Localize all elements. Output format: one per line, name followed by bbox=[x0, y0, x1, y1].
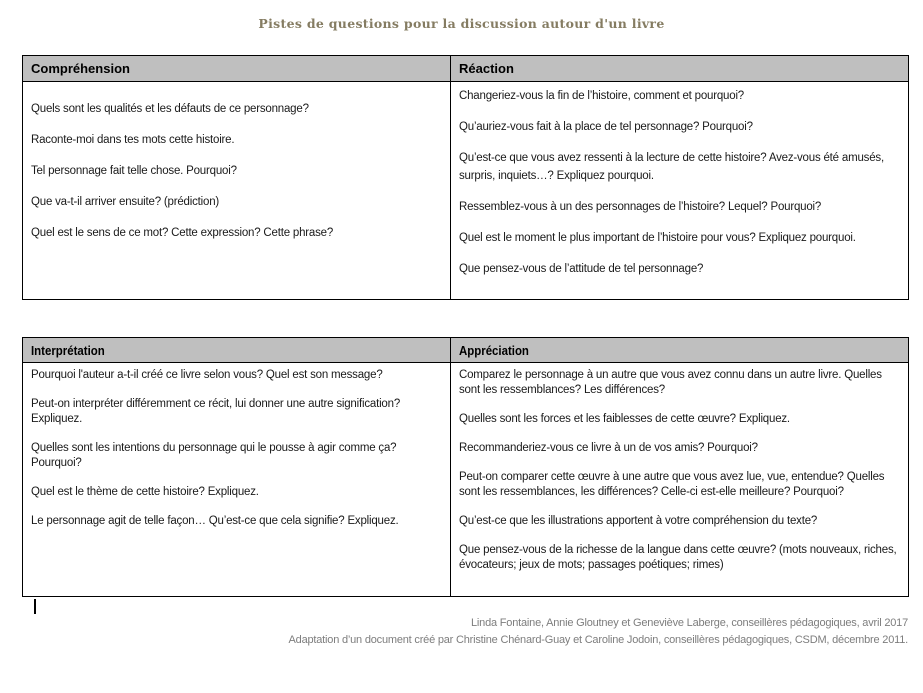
question-text: Quel est le moment le plus important de l’histoire pour vous? Expliquez pourquoi. bbox=[459, 232, 856, 244]
question-text: Qu’est-ce que vous avez ressenti à la lecture de cette histoire? Avez-vous été amusés, surpris, inquiets…? Expliquez pourquoi. bbox=[459, 152, 884, 182]
question-text: Peut-on comparer cette œuvre à une autre que vous avez lue, vue, entendue? Quelles sont les ressemblances, les différences? Celle-ci est-elle meilleure? Pourquoi? bbox=[459, 471, 885, 498]
question-text: Quelles sont les forces et les faiblesses de cette œuvre? Expliquez. bbox=[459, 413, 790, 425]
comprehension-questions bbox=[23, 82, 450, 299]
question-text: Qu’est-ce que les illustrations apportent à votre compréhension du texte? bbox=[459, 515, 818, 527]
text-cursor bbox=[34, 599, 36, 614]
table-body-row bbox=[23, 363, 909, 597]
cell-interpretation bbox=[23, 363, 451, 597]
header-comprehension: Compréhension bbox=[23, 56, 451, 82]
cell-reaction bbox=[451, 82, 909, 300]
question-text: Quelles sont les intentions du personnage qui le pousse à agir comme ça? Pourquoi? bbox=[31, 442, 397, 469]
footer-credit-line-2: Adaptation d’un document créé par Christine Chénard-Guay et Caroline Jodoin, conseillères pédagogiques, CSDM, décembre 2011. bbox=[288, 634, 908, 646]
reaction-questions bbox=[451, 82, 908, 299]
interpretation-questions bbox=[23, 363, 450, 596]
question-text: Raconte-moi dans tes mots cette histoire. bbox=[31, 134, 235, 146]
cell-appreciation bbox=[451, 363, 909, 597]
page-title: Pistes de questions pour la discussion autour d'un livre bbox=[258, 16, 665, 31]
table-header-row bbox=[23, 56, 909, 82]
question-text: Que pensez-vous de l’attitude de tel personnage? bbox=[459, 263, 704, 275]
appreciation-questions bbox=[451, 363, 908, 596]
header-interpretation: Interprétation bbox=[23, 338, 451, 363]
question-text: Quels sont les qualités et les défauts de ce personnage? bbox=[31, 103, 309, 115]
question-text: Peut-on interpréter différemment ce récit, lui donner une autre signification? Expliquez. bbox=[31, 398, 401, 425]
question-text: Quel est le sens de ce mot? Cette expression? Cette phrase? bbox=[31, 227, 334, 239]
table-comprehension-reaction bbox=[22, 55, 909, 300]
table-body-row bbox=[23, 82, 909, 300]
footer-credits bbox=[289, 615, 908, 649]
footer-credit-line-1: Linda Fontaine, Annie Gloutney et Geneviève Laberge, conseillères pédagogiques, avril 2017 bbox=[471, 617, 908, 629]
question-text: Que va-t-il arriver ensuite? (prédiction) bbox=[31, 196, 220, 208]
question-text: Le personnage agit de telle façon… Qu’est-ce que cela signifie? Expliquez. bbox=[31, 515, 399, 527]
question-text: Pourquoi l'auteur a-t-il créé ce livre selon vous? Quel est son message? bbox=[31, 369, 383, 381]
question-text: Ressemblez-vous à un des personnages de l’histoire? Lequel? Pourquoi? bbox=[459, 201, 822, 213]
question-text: Quel est le thème de cette histoire? Expliquez. bbox=[31, 486, 259, 498]
question-text: Tel personnage fait telle chose. Pourquoi? bbox=[31, 165, 237, 177]
question-text: Que pensez-vous de la richesse de la langue dans cette œuvre? (mots nouveaux, riches, évocateurs; jeux de mots; passages poétiques; rimes) bbox=[459, 544, 897, 571]
header-appreciation: Appréciation bbox=[451, 338, 909, 363]
question-text: Comparez le personnage à un autre que vous avez connu dans un autre livre. Quelles sont les ressemblances? Les différences? bbox=[459, 369, 882, 396]
header-reaction: Réaction bbox=[451, 56, 909, 82]
question-text: Recommanderiez-vous ce livre à un de vos amis? Pourquoi? bbox=[459, 442, 758, 454]
question-text: Qu’auriez-vous fait à la place de tel personnage? Pourquoi? bbox=[459, 121, 753, 133]
table-interpretation-appreciation bbox=[22, 337, 909, 597]
cell-comprehension bbox=[23, 82, 451, 300]
table-header-row bbox=[23, 338, 909, 363]
question-text: Changeriez-vous la fin de l’histoire, comment et pourquoi? bbox=[459, 90, 745, 102]
